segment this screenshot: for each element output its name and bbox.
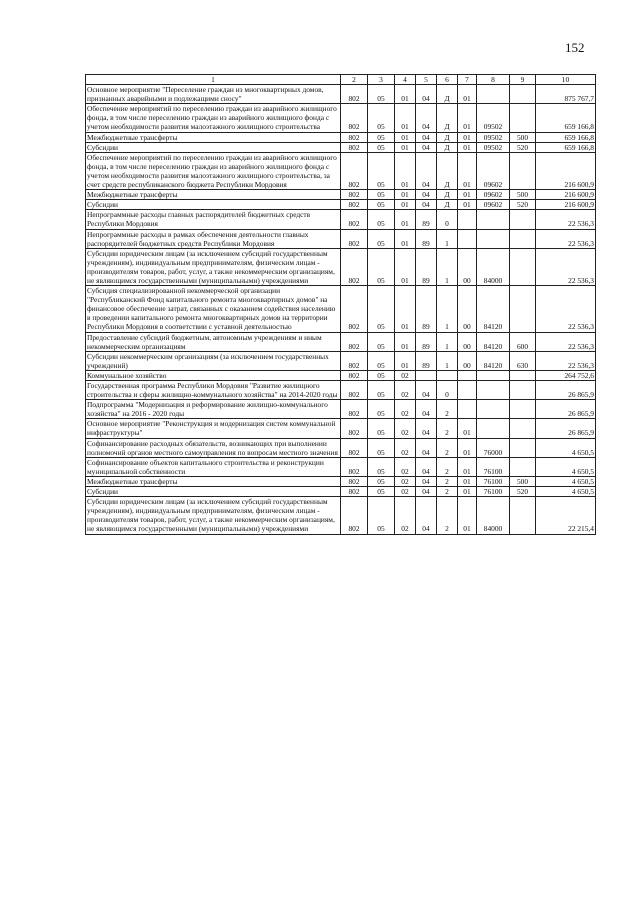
- cell-p4: 76000: [477, 438, 510, 457]
- column-header: 5: [416, 75, 437, 85]
- cell-rz: 05: [368, 419, 395, 438]
- cell-p3: 01: [458, 497, 477, 534]
- cell-p2: [437, 370, 458, 380]
- cell-name: Субсидии юридическим лицам (за исключением субсидий государственным учреждениям), индивидуальным предпринимателям, физическим лицам - производителям товаров, работ, услуг, а также некоммерческим организациям, не являющимся государственными (муниципальными) учреждениями: [86, 248, 341, 285]
- cell-rz: 05: [368, 332, 395, 351]
- cell-rz: 05: [368, 229, 395, 248]
- cell-pr: 02: [395, 438, 416, 457]
- cell-vr: [510, 400, 536, 419]
- cell-p3: 01: [458, 190, 477, 200]
- cell-name: Обеспечение мероприятий по переселению граждан из аварийного жилищного фонда, в том числе переселению граждан из аварийного жилищного фонда с учетом необходимости развития малоэтажного жилищного строительства, за счет средств республиканского бюджета Республики Мордовия: [86, 152, 341, 189]
- cell-gr: 802: [341, 152, 368, 189]
- cell-gr: 802: [341, 200, 368, 210]
- cell-rz: 05: [368, 85, 395, 104]
- cell-p2: 1: [437, 332, 458, 351]
- cell-p4: [477, 370, 510, 380]
- cell-gr: 802: [341, 381, 368, 400]
- cell-gr: 802: [341, 85, 368, 104]
- cell-gr: 802: [341, 497, 368, 534]
- cell-p2: 2: [437, 438, 458, 457]
- cell-p3: 01: [458, 200, 477, 210]
- table-row: [86, 419, 596, 438]
- cell-pr: 01: [395, 248, 416, 285]
- cell-gr: 802: [341, 132, 368, 142]
- cell-gr: 802: [341, 248, 368, 285]
- cell-p3: 01: [458, 457, 477, 476]
- cell-name: Субсидия специализированной некоммерческой организации "Республиканский Фонд капитального ремонта многоквартирных домов" на финансовое обеспечение затрат, связанных с оказанием содействия населению в проведении капитального ремонта многоквартирных домов на территории Республики Мордовия в соответствии с уставной деятельностью: [86, 286, 341, 332]
- cell-pr: 01: [395, 190, 416, 200]
- cell-p2: Д: [437, 190, 458, 200]
- cell-p4: 76100: [477, 476, 510, 486]
- cell-vr: [510, 381, 536, 400]
- cell-vr: [510, 438, 536, 457]
- cell-rz: 05: [368, 152, 395, 189]
- table-row: [86, 200, 596, 210]
- cell-pr: 02: [395, 457, 416, 476]
- cell-p1: 04: [416, 200, 437, 210]
- cell-pr: 02: [395, 487, 416, 497]
- cell-rz: 05: [368, 351, 395, 370]
- cell-pr: 01: [395, 85, 416, 104]
- cell-p2: 0: [437, 210, 458, 229]
- cell-p1: 89: [416, 351, 437, 370]
- cell-gr: 802: [341, 351, 368, 370]
- cell-p3: [458, 229, 477, 248]
- cell-gr: 802: [341, 142, 368, 152]
- cell-p4: 84120: [477, 286, 510, 332]
- cell-p3: [458, 400, 477, 419]
- cell-rz: 05: [368, 104, 395, 132]
- cell-vr: [510, 85, 536, 104]
- table-row: [86, 400, 596, 419]
- cell-p1: 04: [416, 132, 437, 142]
- cell-p3: 01: [458, 104, 477, 132]
- cell-pr: 02: [395, 400, 416, 419]
- page-number: 152: [565, 40, 585, 55]
- cell-name: Коммунальное хозяйство: [86, 370, 341, 380]
- cell-p1: 04: [416, 400, 437, 419]
- column-header: 8: [477, 75, 510, 85]
- cell-sum: 22 536,3: [536, 332, 596, 351]
- column-header: 2: [341, 75, 368, 85]
- cell-sum: 216 600,9: [536, 200, 596, 210]
- cell-p2: Д: [437, 200, 458, 210]
- cell-p3: [458, 381, 477, 400]
- table-row: [86, 332, 596, 351]
- cell-rz: 05: [368, 476, 395, 486]
- column-header: 3: [368, 75, 395, 85]
- cell-vr: [510, 286, 536, 332]
- column-header: 1: [86, 75, 341, 85]
- cell-p1: 89: [416, 229, 437, 248]
- cell-p3: [458, 370, 477, 380]
- cell-vr: 500: [510, 190, 536, 200]
- cell-rz: 05: [368, 457, 395, 476]
- cell-name: Межбюджетные трансферты: [86, 190, 341, 200]
- cell-name: Обеспечение мероприятий по переселению граждан из аварийного жилищного фонда, в том числе переселению граждан из аварийного жилищного фонда с учетом необходимости развития малоэтажного жилищного строительства: [86, 104, 341, 132]
- cell-p2: 1: [437, 351, 458, 370]
- cell-vr: [510, 248, 536, 285]
- cell-p1: 89: [416, 332, 437, 351]
- cell-p3: 00: [458, 351, 477, 370]
- cell-p2: 2: [437, 400, 458, 419]
- cell-p2: 1: [437, 248, 458, 285]
- cell-vr: [510, 419, 536, 438]
- cell-p1: 89: [416, 286, 437, 332]
- cell-p3: 00: [458, 286, 477, 332]
- cell-sum: 659 166,8: [536, 104, 596, 132]
- column-header: 9: [510, 75, 536, 85]
- cell-p1: 04: [416, 190, 437, 200]
- cell-sum: 22 536,3: [536, 210, 596, 229]
- cell-pr: 01: [395, 286, 416, 332]
- cell-rz: 05: [368, 497, 395, 534]
- cell-p4: 84120: [477, 332, 510, 351]
- cell-sum: 26 865,9: [536, 400, 596, 419]
- table-row: [86, 487, 596, 497]
- cell-p1: 04: [416, 104, 437, 132]
- cell-p3: 00: [458, 332, 477, 351]
- cell-rz: 05: [368, 248, 395, 285]
- cell-p4: [477, 85, 510, 104]
- cell-p4: 09602: [477, 190, 510, 200]
- cell-sum: 22 536,3: [536, 229, 596, 248]
- table-row: [86, 229, 596, 248]
- cell-p2: 2: [437, 476, 458, 486]
- cell-pr: 02: [395, 497, 416, 534]
- cell-p2: 2: [437, 497, 458, 534]
- cell-vr: 520: [510, 142, 536, 152]
- cell-p4: 76100: [477, 457, 510, 476]
- table-row: [86, 497, 596, 534]
- table-body: [86, 85, 596, 534]
- cell-gr: 802: [341, 229, 368, 248]
- cell-p4: 09502: [477, 104, 510, 132]
- header-row: [86, 75, 596, 85]
- cell-rz: 05: [368, 132, 395, 142]
- table-row: [86, 142, 596, 152]
- table-row: [86, 476, 596, 486]
- cell-p1: 04: [416, 457, 437, 476]
- cell-p2: 2: [437, 419, 458, 438]
- cell-p2: 2: [437, 487, 458, 497]
- cell-p2: 0: [437, 381, 458, 400]
- cell-p4: 84120: [477, 351, 510, 370]
- cell-rz: 05: [368, 190, 395, 200]
- cell-p3: 00: [458, 248, 477, 285]
- cell-pr: 02: [395, 370, 416, 380]
- cell-pr: 02: [395, 381, 416, 400]
- table-row: [86, 381, 596, 400]
- cell-p2: Д: [437, 142, 458, 152]
- cell-p2: Д: [437, 104, 458, 132]
- cell-gr: 802: [341, 419, 368, 438]
- cell-pr: 02: [395, 419, 416, 438]
- cell-p4: 09502: [477, 142, 510, 152]
- cell-name: Софинансирование объектов капитального строительства и реконструкции муниципальной собственности: [86, 457, 341, 476]
- cell-name: Основное мероприятие "Переселение граждан из многоквартирных домов, признанных аварийными и подлежащими сносу": [86, 85, 341, 104]
- cell-gr: 802: [341, 332, 368, 351]
- cell-p3: 01: [458, 142, 477, 152]
- cell-sum: 216 600,9: [536, 152, 596, 189]
- cell-vr: [510, 104, 536, 132]
- cell-p3: 01: [458, 487, 477, 497]
- column-header: 6: [437, 75, 458, 85]
- cell-p4: 09602: [477, 152, 510, 189]
- cell-p2: Д: [437, 132, 458, 142]
- cell-sum: 264 752,6: [536, 370, 596, 380]
- cell-name: Субсидии: [86, 487, 341, 497]
- cell-vr: 600: [510, 332, 536, 351]
- cell-sum: 659 166,8: [536, 142, 596, 152]
- cell-gr: 802: [341, 210, 368, 229]
- cell-p3: 01: [458, 85, 477, 104]
- cell-p4: 09502: [477, 132, 510, 142]
- cell-vr: [510, 229, 536, 248]
- cell-p2: Д: [437, 85, 458, 104]
- cell-name: Субсидии юридическим лицам (за исключением субсидий государственным учреждениям), индивидуальным предпринимателям, физическим лицам - производителям товаров, работ, услуг, а также некоммерческим организациям, не являющимся государственными (муниципальными) учреждениями: [86, 497, 341, 534]
- cell-pr: 01: [395, 200, 416, 210]
- cell-rz: 05: [368, 438, 395, 457]
- cell-sum: 22 215,4: [536, 497, 596, 534]
- cell-p4: 84000: [477, 497, 510, 534]
- table-row: [86, 132, 596, 142]
- cell-sum: 22 536,3: [536, 286, 596, 332]
- cell-p2: 1: [437, 286, 458, 332]
- cell-sum: 4 650,5: [536, 457, 596, 476]
- cell-p1: 89: [416, 210, 437, 229]
- cell-vr: [510, 370, 536, 380]
- table-row: [86, 438, 596, 457]
- cell-vr: 500: [510, 132, 536, 142]
- cell-name: Непрограммные расходы главных распорядителей бюджетных средств Республики Мордовия: [86, 210, 341, 229]
- cell-p1: 04: [416, 487, 437, 497]
- cell-sum: 22 536,3: [536, 351, 596, 370]
- cell-gr: 802: [341, 400, 368, 419]
- cell-sum: 216 600,9: [536, 190, 596, 200]
- cell-pr: 01: [395, 132, 416, 142]
- column-header: 10: [536, 75, 596, 85]
- cell-sum: 4 650,5: [536, 476, 596, 486]
- table-row: [86, 370, 596, 380]
- cell-name: Непрограммные расходы в рамках обеспечения деятельности главных распорядителей бюджетных средств Республики Мордовия: [86, 229, 341, 248]
- table-row: [86, 104, 596, 132]
- cell-pr: 01: [395, 332, 416, 351]
- cell-pr: 01: [395, 104, 416, 132]
- cell-p2: 2: [437, 457, 458, 476]
- cell-rz: 05: [368, 286, 395, 332]
- budget-table: [85, 74, 596, 535]
- cell-p1: 89: [416, 248, 437, 285]
- cell-gr: 802: [341, 487, 368, 497]
- cell-vr: 500: [510, 476, 536, 486]
- cell-sum: 875 767,7: [536, 85, 596, 104]
- cell-rz: 05: [368, 210, 395, 229]
- cell-p1: 04: [416, 152, 437, 189]
- cell-vr: [510, 152, 536, 189]
- cell-p1: 04: [416, 497, 437, 534]
- cell-p1: 04: [416, 476, 437, 486]
- cell-pr: 01: [395, 351, 416, 370]
- table-row: [86, 190, 596, 200]
- cell-p4: [477, 229, 510, 248]
- cell-name: Софинансирование расходных обязательств, возникающих при выполнении полномочий органов местного самоуправления по вопросам местного значения: [86, 438, 341, 457]
- cell-p1: 04: [416, 142, 437, 152]
- cell-rz: 05: [368, 400, 395, 419]
- cell-vr: 520: [510, 487, 536, 497]
- cell-sum: 4 650,5: [536, 438, 596, 457]
- cell-p3: 01: [458, 476, 477, 486]
- cell-name: Субсидии: [86, 200, 341, 210]
- cell-pr: 01: [395, 210, 416, 229]
- cell-p1: [416, 370, 437, 380]
- cell-vr: 520: [510, 200, 536, 210]
- cell-p1: 04: [416, 419, 437, 438]
- cell-gr: 802: [341, 286, 368, 332]
- table-row: [86, 85, 596, 104]
- column-header: 4: [395, 75, 416, 85]
- cell-name: Подпрограмма "Модернизация и реформирование жилищно-коммунального хозяйства" на 2016 - 2020 годы: [86, 400, 341, 419]
- cell-vr: [510, 497, 536, 534]
- cell-p3: [458, 210, 477, 229]
- cell-sum: 659 166,8: [536, 132, 596, 142]
- column-header: 7: [458, 75, 477, 85]
- cell-p1: 04: [416, 85, 437, 104]
- cell-p4: 09602: [477, 200, 510, 210]
- cell-name: Предоставление субсидий бюджетным, автономным учреждениям и иным некоммерческим организациям: [86, 332, 341, 351]
- cell-p4: [477, 381, 510, 400]
- cell-p2: Д: [437, 152, 458, 189]
- cell-sum: 22 536,3: [536, 248, 596, 285]
- cell-gr: 802: [341, 370, 368, 380]
- cell-name: Межбюджетные трансферты: [86, 476, 341, 486]
- cell-p1: 04: [416, 438, 437, 457]
- cell-vr: [510, 210, 536, 229]
- cell-name: Межбюджетные трансферты: [86, 132, 341, 142]
- cell-gr: 802: [341, 438, 368, 457]
- cell-vr: 630: [510, 351, 536, 370]
- cell-sum: 26 865,9: [536, 381, 596, 400]
- table-row: [86, 210, 596, 229]
- cell-name: Государственная программа Республики Мордовия "Развитие жилищного строительства и сферы жилищно-коммунального хозяйства" на 2014-2020 годы: [86, 381, 341, 400]
- table-row: [86, 457, 596, 476]
- cell-p4: 76100: [477, 487, 510, 497]
- cell-name: Субсидии: [86, 142, 341, 152]
- cell-p1: 04: [416, 381, 437, 400]
- table-row: [86, 248, 596, 285]
- cell-vr: [510, 457, 536, 476]
- cell-sum: 26 865,9: [536, 419, 596, 438]
- cell-p4: [477, 419, 510, 438]
- cell-pr: 01: [395, 152, 416, 189]
- cell-rz: 05: [368, 381, 395, 400]
- cell-pr: 01: [395, 142, 416, 152]
- cell-p3: 01: [458, 438, 477, 457]
- cell-gr: 802: [341, 104, 368, 132]
- table-row: [86, 152, 596, 189]
- cell-name: Субсидии некоммерческим организациям (за исключением государственных учреждений): [86, 351, 341, 370]
- cell-p3: 01: [458, 419, 477, 438]
- cell-name: Основное мероприятие "Реконструкция и модернизация систем коммунальной инфраструктуры": [86, 419, 341, 438]
- cell-p4: 84000: [477, 248, 510, 285]
- cell-pr: 02: [395, 476, 416, 486]
- cell-p3: 01: [458, 132, 477, 142]
- cell-gr: 802: [341, 190, 368, 200]
- table-row: [86, 351, 596, 370]
- cell-p2: 1: [437, 229, 458, 248]
- cell-p4: [477, 400, 510, 419]
- cell-sum: 4 650,5: [536, 487, 596, 497]
- cell-rz: 05: [368, 200, 395, 210]
- cell-rz: 05: [368, 487, 395, 497]
- cell-gr: 802: [341, 476, 368, 486]
- cell-rz: 05: [368, 370, 395, 380]
- cell-p4: [477, 210, 510, 229]
- cell-p3: 01: [458, 152, 477, 189]
- table-row: [86, 286, 596, 332]
- cell-pr: 01: [395, 229, 416, 248]
- cell-rz: 05: [368, 142, 395, 152]
- cell-gr: 802: [341, 457, 368, 476]
